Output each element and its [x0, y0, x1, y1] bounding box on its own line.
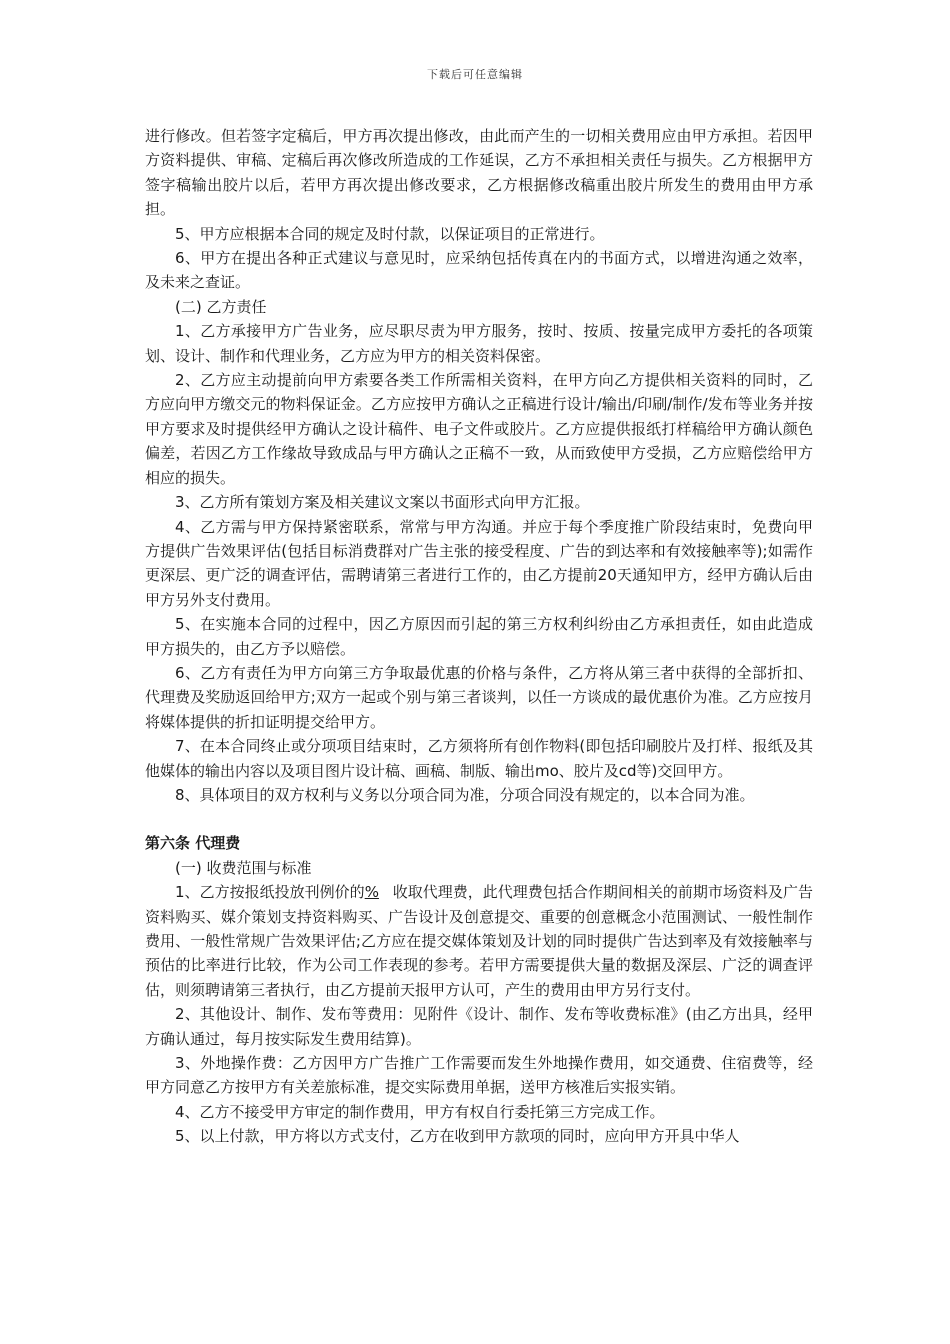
- clause-text: 1、乙方按报纸投放刊例价的: [175, 883, 365, 902]
- clause-item: 7、在本合同终止或分项项目结束时，乙方须将所有创作物料(即包括印刷胶片及打样、报纸及其他媒体的输出内容以及项目图片设计稿、画稿、制版、输出mo、胶片及cd等)交回甲方。: [145, 737, 813, 780]
- blank-percentage: %: [364, 883, 379, 902]
- clause-item: 6、乙方有责任为甲方向第三方争取最优惠的价格与条件，乙方将从第三者中获得的全部折扣、代理费及奖励返回给甲方;双方一起或个别与第三者谈判，以任一方谈成的最优惠价为准。乙方应按月将媒体提供的折扣证明提交给甲方。: [145, 663, 813, 731]
- clause-item: 5、以上付款，甲方将以方式支付，乙方在收到甲方款项的同时，应向甲方开具中华人: [175, 1127, 740, 1146]
- clause-item: 5、甲方应根据本合同的规定及时付款，以保证项目的正常进行。: [175, 224, 605, 243]
- clause-item: 3、乙方所有策划方案及相关建议文案以书面形式向甲方汇报。: [175, 493, 590, 512]
- subsection-heading: (一) 收费范围与标准: [175, 858, 312, 877]
- clause-item: 4、乙方需与甲方保持紧密联系，常常与甲方沟通。并应于每个季度推广阶段结束时，免费向甲方提供广告效果评估(包括目标消费群对广告主张的接受程度、广告的到达率和有效接触率等);如需作更深层、更广泛的调查评估，需聘请第三者进行工作的，由乙方提前20天通知甲方，经甲方确认后由甲方另外支付费用。: [145, 517, 813, 609]
- clause-item: 4、乙方不接受甲方审定的制作费用，甲方有权自行委托第三方完成工作。: [175, 1102, 665, 1121]
- clause-item: 6、甲方在提出各种正式建议与意见时，应采纳包括传真在内的书面方式，以增进沟通之效率，及未来之查证。: [145, 249, 813, 292]
- clause-item: 8、具体项目的双方权利与义务以分项合同为准，分项合同没有规定的，以本合同为准。: [175, 785, 755, 804]
- clause-item: [145, 880, 813, 1002]
- clause-text: 收取代理费，此代理费包括合作期间相关的前期市场资料及广告资料购买、媒介策划支持资料购买、广告设计及创意提交、重要的创意概念小范围测试、一般性制作费用、一般性常规广告效果评估;乙方应在提交媒体策划及计划的同时提供广告达到率及有效接触率与预估的比率进行比较，作为公司工作表现的参考。若甲方需要提供大量的数据及深层、广泛的调查评估，则须聘请第三者执行，由乙方提前天报甲方认可，产生的费用由甲方另行支付。: [145, 883, 813, 999]
- document-body: [145, 124, 813, 1149]
- clause-item: 2、其他设计、制作、发布等费用：见附件《设计、制作、发布等收费标准》(由乙方出具，经甲方确认通过，每月按实际发生费用结算)。: [145, 1005, 813, 1048]
- page-header: 下载后可任意编辑: [427, 68, 523, 81]
- subsection-heading: (二) 乙方责任: [175, 297, 267, 316]
- clause-item: 5、在实施本合同的过程中，因乙方原因而引起的第三方权利纠纷由乙方承担责任，如由此造成甲方损失的，由乙方予以赔偿。: [145, 615, 813, 658]
- paragraph-continuation: 进行修改。但若签字定稿后，甲方再次提出修改，由此而产生的一切相关费用应由甲方承担。若因甲方资料提供、审稿、定稿后再次修改所造成的工作延误，乙方不承担相关责任与损失。乙方根据甲方签字稿输出胶片以后，若甲方再次提出修改要求，乙方根据修改稿重出胶片所发生的费用由甲方承担。: [145, 127, 813, 219]
- clause-item: 2、乙方应主动提前向甲方索要各类工作所需相关资料，在甲方向乙方提供相关资料的同时，乙方应向甲方缴交元的物料保证金。乙方应按甲方确认之正稿进行设计/输出/印刷/制作/发布等业务并按甲方要求及时提供经甲方确认之设计稿件、电子文件或胶片。乙方应提供报纸打样稿给甲方确认颜色偏差，若因乙方工作缘故导致成品与甲方确认之正稿不一致，从而致使甲方受损，乙方应赔偿给甲方相应的损失。: [145, 371, 813, 487]
- clause-item: 3、外地操作费：乙方因甲方广告推广工作需要而发生外地操作费用，如交通费、住宿费等，经甲方同意乙方按甲方有关差旅标准，提交实际费用单据，送甲方核准后实报实销。: [145, 1054, 813, 1097]
- clause-item: 1、乙方承接甲方广告业务，应尽职尽责为甲方服务，按时、按质、按量完成甲方委托的各项策划、设计、制作和代理业务，乙方应为甲方的相关资料保密。: [145, 322, 813, 365]
- article-heading: 第六条 代理费: [145, 834, 241, 853]
